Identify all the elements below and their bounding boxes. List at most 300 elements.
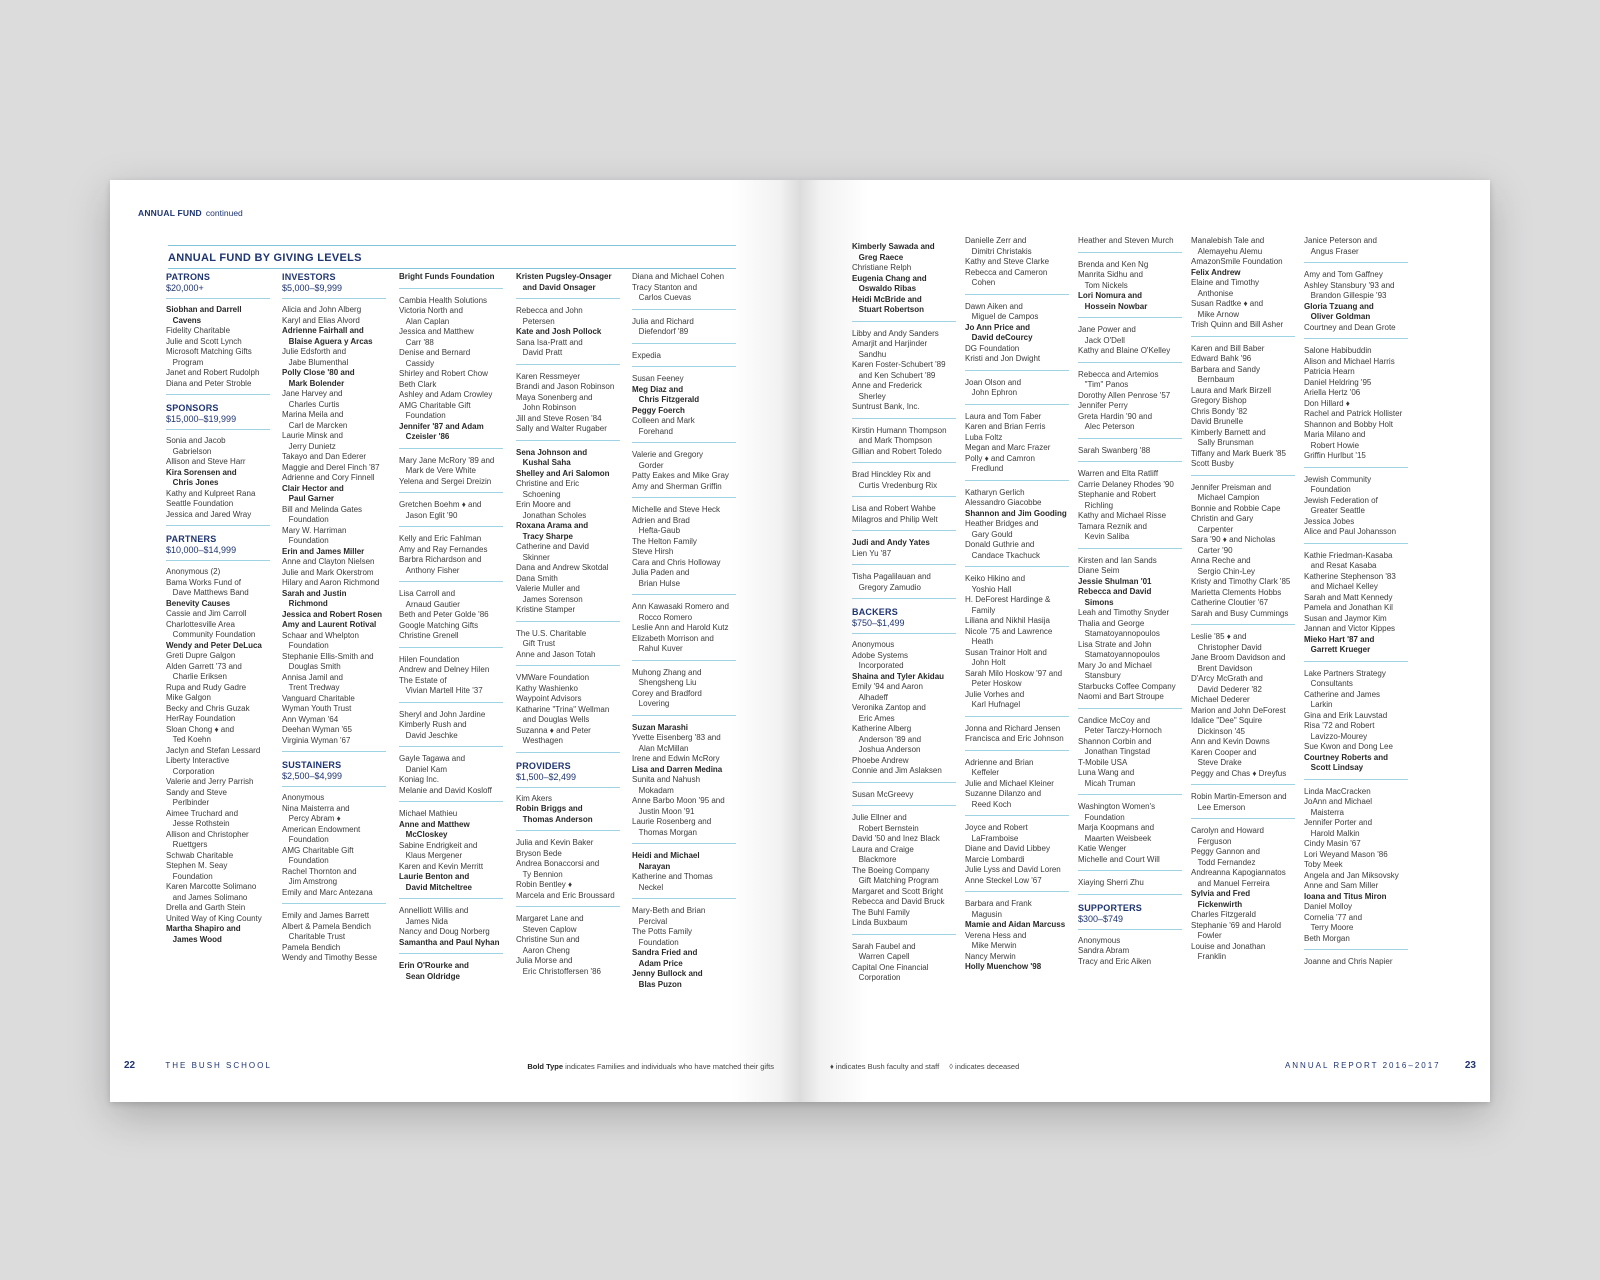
donor-name: Don Hillard ♦ bbox=[1304, 398, 1350, 408]
donor-name: Holly Muenchow '98 bbox=[965, 962, 1042, 971]
donor-group bbox=[1078, 556, 1182, 709]
donor-name: Katherine and Thomas bbox=[632, 872, 713, 881]
donor-name: Dave Matthews Band bbox=[166, 588, 249, 597]
donor-name: Elaine and Timothy bbox=[1191, 278, 1260, 287]
donor-name: AMG Charitable Gift bbox=[399, 400, 471, 410]
donor-name: Heather Bridges and bbox=[965, 519, 1039, 528]
donor-name: Karl Hufnagel bbox=[965, 700, 1021, 709]
donor-name: Eric Ames bbox=[852, 713, 895, 723]
donor-name: Richmond bbox=[282, 599, 328, 608]
donor-name: Alden Garrett '73 and bbox=[166, 661, 242, 671]
donor-name: Leslie Ann and Harold Kutz bbox=[632, 623, 729, 632]
donor-name: Robert Howie bbox=[1304, 440, 1360, 450]
donor-name: David '50 and Inez Black bbox=[852, 834, 940, 843]
donor-name: Charitable Trust bbox=[282, 932, 346, 941]
donor-name: Jack O'Dell bbox=[1078, 335, 1125, 345]
donor-name: Andrew and Delney Hilen bbox=[399, 665, 490, 674]
donor-name: and James Solimano bbox=[166, 892, 248, 902]
donor-name: Manrita Sidhu and bbox=[1078, 270, 1143, 279]
donor-name: VMWare Foundation bbox=[516, 673, 590, 682]
giving-level bbox=[1078, 903, 1182, 973]
giving-level bbox=[965, 236, 1069, 978]
donor-name: John Robinson bbox=[516, 403, 577, 412]
donor-group bbox=[399, 500, 503, 527]
donor-name: Trent Tredway bbox=[282, 683, 340, 692]
level-name: INVESTORS bbox=[282, 272, 336, 282]
donor-name: Terry Moore bbox=[1304, 923, 1354, 932]
donor-name: Daniel Kam bbox=[399, 764, 448, 774]
level-range: $20,000+ bbox=[166, 283, 270, 299]
donor-name: Xiaying Sherri Zhu bbox=[1078, 878, 1144, 887]
donor-name: Mokadam bbox=[632, 785, 674, 795]
donor-name: Bama Works Fund of bbox=[166, 577, 241, 587]
donor-group bbox=[632, 317, 736, 344]
donor-name: Charles Curtis bbox=[282, 399, 340, 409]
donor-name: Lisa and Darren Medina bbox=[632, 764, 723, 774]
donor-name: Albert & Pamela Bendich bbox=[282, 921, 371, 931]
donor-name: Schaar and Whelpton bbox=[282, 630, 359, 640]
running-head-continued: continued bbox=[205, 208, 243, 218]
donor-name: Christiane Relph bbox=[852, 263, 912, 272]
donor-name: Jerry Dunietz bbox=[282, 441, 336, 451]
donor-name: Alec Peterson bbox=[1078, 422, 1135, 431]
donor-name: Dawn Aiken and bbox=[965, 301, 1023, 311]
donor-name: Robin Bentley ♦ bbox=[516, 880, 573, 889]
donor-name: Curtis Vredenburg Rix bbox=[852, 480, 938, 490]
donor-name: James Wood bbox=[166, 934, 222, 944]
donor-name: Anonymous bbox=[852, 640, 895, 649]
donor-name: Greti Dupre Galgon bbox=[166, 651, 236, 660]
donor-name: Ty Bennion bbox=[516, 869, 563, 879]
donor-name: Jewish Community bbox=[1304, 474, 1372, 484]
donor-name: Victoria North and bbox=[399, 306, 463, 315]
level-name: PROVIDERS bbox=[516, 760, 571, 771]
level-name: BACKERS bbox=[852, 607, 898, 617]
donor-group bbox=[1191, 792, 1295, 819]
donor-group bbox=[965, 236, 1069, 295]
donor-name: Julia Morse and bbox=[516, 956, 573, 965]
donor-name: Adrienne and Brian bbox=[965, 757, 1034, 767]
donor-name: Thomas Anderson bbox=[516, 814, 593, 824]
donor-name: Karen Cooper and bbox=[1191, 747, 1257, 757]
donor-name: Sandhu bbox=[852, 349, 887, 359]
donor-name: Rebecca and Cameron bbox=[965, 267, 1048, 277]
donor-group bbox=[399, 296, 503, 449]
donor-name: Linda MacCracken bbox=[1304, 786, 1371, 796]
donor-name: Erin O'Rourke and bbox=[399, 961, 469, 970]
donor-name: Greta Hardin '90 and bbox=[1078, 411, 1153, 421]
donor-name: Jessica and Matthew bbox=[399, 327, 474, 336]
donor-name: Karen Marcotte Solimano bbox=[166, 882, 257, 891]
donor-name: Gabrielson bbox=[166, 446, 212, 456]
donor-name: Jane Harvey and bbox=[282, 389, 343, 398]
donor-group bbox=[399, 809, 503, 899]
donor-name: Corey and Bradford bbox=[632, 688, 702, 698]
donor-name: Marion and John DeForest bbox=[1191, 705, 1286, 715]
donor-group bbox=[516, 629, 620, 667]
donor-name: Percy Abram ♦ bbox=[282, 814, 341, 823]
donor-name: Mike Merwin bbox=[965, 941, 1017, 950]
donor-name: Maria Milano and bbox=[1304, 430, 1366, 439]
donor-name: Emily and Marc Antezana bbox=[282, 887, 373, 897]
donor-name: Lori Nomura and bbox=[1078, 291, 1143, 300]
donor-name: Colleen and Mark bbox=[632, 416, 695, 425]
legend-bold-text: indicates Families and individuals who have matched their gifts bbox=[563, 1062, 774, 1071]
giving-level bbox=[516, 272, 620, 753]
donor-name: Valerie Muller and bbox=[516, 584, 580, 593]
donor-name: Microsoft Matching Gifts bbox=[166, 347, 252, 356]
donor-name: Gregory Bishop bbox=[1191, 396, 1247, 405]
donor-group bbox=[516, 272, 620, 299]
donor-name: Kathie Friedman-Kasaba bbox=[1304, 550, 1393, 560]
donor-name: Susan Trainor Holt and bbox=[965, 647, 1047, 657]
donor-name: Eugenia Chang and bbox=[852, 273, 927, 283]
donor-name: Joyce and Robert bbox=[965, 823, 1028, 832]
donor-name: Robin Briggs and bbox=[516, 804, 583, 813]
donor-name: Valerie and Jerry Parrish bbox=[166, 777, 254, 786]
donor-name: Adam Price bbox=[632, 958, 683, 968]
donor-name: Justin Moon '91 bbox=[632, 806, 695, 816]
donor-name: Ashley Stansbury '93 and bbox=[1304, 280, 1395, 290]
donor-name: Candace Tkachuck bbox=[965, 550, 1041, 560]
donor-name: Amy and Tom Gaffney bbox=[1304, 270, 1383, 279]
donor-name: Rebecca and John bbox=[516, 306, 583, 315]
donor-name: Siobhan and Darrell bbox=[166, 305, 242, 314]
donor-name: Ashley and Adam Crowley bbox=[399, 390, 493, 399]
donor-name: Stamatoyannopoulos bbox=[1078, 650, 1160, 659]
donor-group bbox=[1078, 936, 1182, 973]
donor-name: Donald Guthrie and bbox=[965, 540, 1035, 549]
donor-name: Pamela and Jonathan Kil bbox=[1304, 603, 1393, 612]
donor-group bbox=[166, 305, 270, 395]
donor-name: Michelle and Court Will bbox=[1078, 854, 1160, 864]
donor-name: Stamatoyannopoulos bbox=[1078, 629, 1160, 638]
donor-name: Kathy and Kulpreet Rana bbox=[166, 488, 256, 498]
donor-name: Amy and Laurent Rotival bbox=[282, 620, 377, 629]
donor-name: United Way of King County bbox=[166, 913, 262, 923]
donor-name: Hossein Nowbar bbox=[1078, 301, 1148, 311]
donor-name: Hefta-Gaub bbox=[632, 526, 681, 535]
donor-name: Kimberly Rush and bbox=[399, 720, 467, 729]
giving-level bbox=[852, 607, 956, 989]
donor-group bbox=[1078, 469, 1182, 549]
donor-name: Stephanie Ellis-Smith and bbox=[282, 651, 374, 661]
donor-name: Anonymous bbox=[1078, 935, 1121, 945]
donor-group bbox=[852, 942, 956, 989]
level-name: SUPPORTERS bbox=[1078, 902, 1143, 913]
donor-name: Kimberly Sawada and bbox=[852, 242, 935, 251]
donor-name: Laurie Rosenberg and bbox=[632, 817, 712, 826]
donor-name: Carolyn and Howard bbox=[1191, 826, 1264, 835]
donor-group bbox=[852, 329, 956, 419]
donor-group bbox=[1078, 260, 1182, 319]
donor-name: Veronika Zantop and bbox=[852, 703, 926, 712]
donor-name: Cornelia '77 and bbox=[1304, 912, 1363, 922]
donor-name: Tiffany and Mark Buerk '85 bbox=[1191, 448, 1286, 458]
donor-name: Susan and Jaymor Kim bbox=[1304, 613, 1387, 623]
donor-name: Foundation bbox=[166, 871, 213, 881]
donor-name: Susan Radtke ♦ and bbox=[1191, 299, 1264, 308]
donor-name: Alemayehu Alemu bbox=[1191, 246, 1263, 256]
donor-name: Adobe Systems bbox=[852, 650, 909, 660]
donor-group bbox=[965, 823, 1069, 892]
donor-name: Annelliott Willis and bbox=[399, 906, 469, 915]
donor-name: Elizabeth Morrison and bbox=[632, 633, 714, 643]
donor-group bbox=[632, 505, 736, 595]
donor-name: Carr '88 bbox=[399, 337, 434, 347]
donor-name: Blas Puzon bbox=[632, 979, 682, 989]
donor-name: Michael Campion bbox=[1191, 493, 1260, 502]
donor-name: Bonnie and Robbie Cape bbox=[1191, 503, 1281, 513]
donor-name: Christine and Eric bbox=[516, 479, 580, 488]
donor-name: Brenda and Ken Ng bbox=[1078, 259, 1149, 269]
donor-name: Foundation bbox=[282, 835, 329, 844]
donor-name: Courtney and Dean Grote bbox=[1304, 322, 1396, 332]
donor-group bbox=[965, 412, 1069, 481]
donor-name: Sean Oldridge bbox=[399, 971, 460, 981]
donor-name: Todd Fernandez bbox=[1191, 857, 1256, 867]
donor-name: Foundation bbox=[282, 536, 329, 545]
donor-name: Verena Hess and bbox=[965, 930, 1027, 940]
donor-name: Forehand bbox=[632, 426, 673, 436]
donor-group bbox=[1191, 632, 1295, 785]
donor-name: Corporation bbox=[166, 766, 215, 776]
donor-name: Laura and Tom Faber bbox=[965, 411, 1042, 421]
donor-name: Bryson Bede bbox=[516, 848, 562, 858]
donor-name: Jessica and Jared Wray bbox=[166, 509, 252, 519]
donor-group bbox=[1304, 669, 1408, 780]
donor-name: Nina Maisterra and bbox=[282, 803, 350, 813]
donor-name: Janice Peterson and bbox=[1304, 236, 1377, 245]
donor-name: Shaina and Tyler Akidau bbox=[852, 671, 945, 681]
donor-name: Percival bbox=[632, 916, 668, 926]
donor-name: Gift Matching Program bbox=[852, 876, 939, 885]
level-name: PARTNERS bbox=[166, 534, 217, 544]
donor-name: Clair Hector and bbox=[282, 483, 344, 493]
donor-name: Robin Martin-Emerson and bbox=[1191, 792, 1287, 801]
donor-group bbox=[516, 838, 620, 907]
donor-name: Chris Jones bbox=[166, 478, 219, 487]
donor-group bbox=[965, 378, 1069, 405]
donor-name: Sana Isa-Pratt and bbox=[516, 337, 583, 347]
donor-name: Trish Quinn and Bill Asher bbox=[1191, 320, 1284, 329]
donor-group bbox=[1078, 716, 1182, 796]
donor-name: Beth and Peter Golde '86 bbox=[399, 610, 489, 619]
donor-name: Katherine Stephenson '83 bbox=[1304, 571, 1396, 581]
donor-name: Steven Caplow bbox=[516, 924, 577, 934]
donor-name: Blaise Aguera y Arcas bbox=[282, 336, 373, 346]
donor-name: Jessica Jobes bbox=[1304, 516, 1355, 526]
donor-name: Catherine Cloutier '67 bbox=[1191, 598, 1269, 607]
donor-name: Catherine and David bbox=[516, 542, 589, 551]
donor-name: Lisa Carroll and bbox=[399, 589, 456, 598]
donor-name: Cavens bbox=[166, 315, 202, 325]
donor-name: Julie Ellner and bbox=[852, 813, 907, 822]
donor-name: Paul Garner bbox=[282, 494, 335, 503]
donor-name: Roxana Arama and bbox=[516, 521, 589, 530]
donor-group bbox=[632, 668, 736, 716]
donor-name: and Douglas Wells bbox=[516, 715, 590, 724]
donor-column bbox=[516, 272, 620, 989]
giving-level bbox=[166, 534, 270, 950]
donor-name: Waypoint Advisors bbox=[516, 694, 582, 703]
donor-name: Karen and Bill Baber bbox=[1191, 343, 1265, 353]
level-range: $750–$1,499 bbox=[852, 618, 956, 634]
donor-name: Steve Hirsh bbox=[632, 547, 674, 556]
donor-name: Starbucks Coffee Company bbox=[1078, 681, 1176, 691]
donor-name: Dana Smith bbox=[516, 573, 558, 583]
donor-name: Google Matching Gifts bbox=[399, 620, 479, 630]
level-name: SPONSORS bbox=[166, 403, 219, 413]
donor-name: David Dederer '82 bbox=[1191, 684, 1262, 694]
donor-name: Oswaldo Ribas bbox=[852, 284, 917, 293]
donor-name: Liberty Interactive bbox=[166, 756, 230, 765]
donor-group bbox=[399, 961, 503, 987]
donor-name: AMG Charitable Gift bbox=[282, 845, 354, 855]
donor-name: Mary-Beth and Brian bbox=[632, 906, 706, 915]
donor-name: Program bbox=[166, 357, 204, 367]
donor-name: American Endowment bbox=[282, 824, 361, 834]
donor-name: Sandra Fried and bbox=[632, 948, 698, 957]
donor-group bbox=[965, 488, 1069, 568]
donor-name: Scott Busby bbox=[1191, 459, 1234, 468]
donor-group bbox=[399, 754, 503, 802]
donor-name: Daniel Heldring '95 bbox=[1304, 377, 1372, 387]
donor-name: Christine Sun and bbox=[516, 935, 580, 944]
donor-name: Leah and Timothy Snyder bbox=[1078, 608, 1170, 617]
donor-name: Brad Hinckley Rix and bbox=[852, 470, 931, 479]
donor-name: Jim Amstrong bbox=[282, 877, 338, 886]
donor-name: Chris Bondy '82 bbox=[1191, 406, 1248, 416]
donor-name: Harold Malkin bbox=[1304, 828, 1360, 838]
donor-name: Community Foundation bbox=[166, 630, 256, 639]
donor-name: Consultants bbox=[1304, 679, 1353, 688]
donor-name: Diana and Peter Stroble bbox=[166, 378, 252, 388]
donor-name: Stephanie '69 and Harold bbox=[1191, 920, 1282, 930]
donor-name: Joshua Anderson bbox=[852, 745, 921, 754]
donor-name: Julia and Richard bbox=[632, 316, 694, 326]
donor-name: Felix Andrew bbox=[1191, 267, 1241, 277]
donor-name: Amarjit and Harjinder bbox=[852, 339, 928, 348]
right-footer bbox=[1285, 1060, 1476, 1071]
donor-name: Greater Seattle bbox=[1304, 506, 1365, 515]
donor-group bbox=[852, 572, 956, 599]
donor-name: Mary Jo and Michael bbox=[1078, 660, 1152, 670]
donor-name: Beth Morgan bbox=[1304, 933, 1350, 943]
donor-name: David Jeschke bbox=[399, 730, 458, 740]
level-range: $10,000–$14,999 bbox=[166, 545, 270, 561]
legend-bold-label: Bold Type bbox=[527, 1062, 564, 1071]
donor-name: Heidi McBride and bbox=[852, 294, 922, 304]
donor-name: Franklin bbox=[1191, 952, 1227, 961]
donor-name: Sloan Chong ♦ and bbox=[166, 724, 235, 734]
donor-name: Hilary and Aaron Richmond bbox=[282, 578, 380, 587]
donor-name: Kevin Saliba bbox=[1078, 532, 1130, 541]
donor-name: Ted Koehn bbox=[166, 735, 211, 744]
donor-name: Lee Emerson bbox=[1191, 802, 1246, 812]
donor-name: Sarah Swanberg '88 bbox=[1078, 445, 1151, 455]
donor-name: Mike Galgon bbox=[166, 693, 211, 702]
donor-name: Cindy Masin '67 bbox=[1304, 839, 1361, 848]
donor-name: and Mark Thompson bbox=[852, 436, 932, 445]
donor-name: Martha Shapiro and bbox=[166, 924, 241, 933]
donor-name: Mary Jane McRory '89 and bbox=[399, 455, 495, 465]
donor-name: Dimitri Christakis bbox=[965, 246, 1032, 256]
donor-name: Marcela and Eric Broussard bbox=[516, 890, 615, 900]
donor-name: Dorothy Allen Penrose '57 bbox=[1078, 390, 1171, 400]
donor-group bbox=[1078, 446, 1182, 463]
giving-level bbox=[1304, 236, 1408, 973]
donor-name: Nancy Merwin bbox=[965, 951, 1016, 961]
donor-name: Shannon Corbin and bbox=[1078, 736, 1152, 746]
donor-name: Suzanne Dilanzo and bbox=[965, 789, 1042, 798]
donor-name: Connie and Jim Aslaksen bbox=[852, 766, 942, 775]
donor-name: Barbara and Sandy bbox=[1191, 364, 1260, 374]
donor-name: Jabe Blumenthal bbox=[282, 357, 349, 367]
donor-column bbox=[1191, 236, 1295, 975]
donor-name: Sonia and Jacob bbox=[166, 436, 226, 445]
donor-name: Katharine "Trina" Wellman bbox=[516, 704, 610, 714]
donor-name: Tracy Sharpe bbox=[516, 531, 573, 541]
donor-name: Carlos Cuevas bbox=[632, 293, 692, 302]
donor-name: Tracy and Eric Aiken bbox=[1078, 956, 1152, 966]
donor-name: and Manuel Ferreira bbox=[1191, 878, 1270, 888]
donor-name: Incorporated bbox=[852, 661, 904, 670]
donor-name: Expedia bbox=[632, 350, 661, 360]
donor-name: Rachel Thornton and bbox=[282, 866, 357, 876]
donor-name: Ariella Hertz '06 bbox=[1304, 388, 1361, 397]
donor-name: Lovering bbox=[632, 699, 670, 708]
donor-name: Kira Sorensen and bbox=[166, 467, 237, 477]
donor-group bbox=[852, 640, 956, 783]
donor-name: Mark de Vere White bbox=[399, 466, 476, 475]
donor-name: Ioana and Titus Miron bbox=[1304, 891, 1387, 901]
donor-name: D'Arcy McGrath and bbox=[1191, 674, 1263, 683]
donor-name: Ann Wyman '64 bbox=[282, 714, 339, 724]
donor-name: Janet and Robert Rudolph bbox=[166, 368, 260, 377]
donor-name: Yoshio Hall bbox=[965, 584, 1012, 594]
donor-name: Anonymous bbox=[282, 793, 325, 802]
donor-name: Edward Bahk '96 bbox=[1191, 354, 1252, 363]
donor-name: Sylvia and Fred bbox=[1191, 889, 1251, 898]
section-title: ANNUAL FUND BY GIVING LEVELS bbox=[168, 245, 736, 269]
donor-name: David Brunelle bbox=[1191, 417, 1244, 426]
donor-name: Lien Yu '87 bbox=[852, 548, 892, 558]
donor-name: Rebecca and David bbox=[1078, 587, 1152, 596]
donor-name: Bill and Melinda Gates bbox=[282, 504, 363, 514]
donor-name: Amy and Sherman Griffin bbox=[632, 481, 722, 491]
donor-group bbox=[1191, 236, 1295, 337]
running-head bbox=[138, 208, 243, 218]
donor-group bbox=[852, 470, 956, 497]
donor-name: Fowler bbox=[1191, 931, 1222, 940]
donor-name: Judi and Andy Yates bbox=[852, 538, 930, 547]
donor-group bbox=[852, 504, 956, 531]
donor-name: Shannon and Bobby Holt bbox=[1304, 419, 1393, 429]
donor-name: Sally Brunsman bbox=[1191, 438, 1254, 447]
donor-name: Libby and Andy Sanders bbox=[852, 328, 939, 338]
donor-name: Peggy Foerch bbox=[632, 405, 685, 415]
giving-level bbox=[166, 272, 270, 395]
donor-name: Sena Johnson and bbox=[516, 447, 588, 457]
donor-name: Simons bbox=[1078, 597, 1114, 607]
donor-name: Margaret and Scott Bright bbox=[852, 886, 944, 896]
donor-name: Samantha and Paul Nyhan bbox=[399, 937, 500, 947]
donor-name: Richling bbox=[1078, 500, 1114, 510]
donor-group bbox=[399, 534, 503, 582]
donor-name: Gary Gould bbox=[965, 529, 1013, 539]
donor-name: Brent Davidson bbox=[1191, 663, 1253, 673]
